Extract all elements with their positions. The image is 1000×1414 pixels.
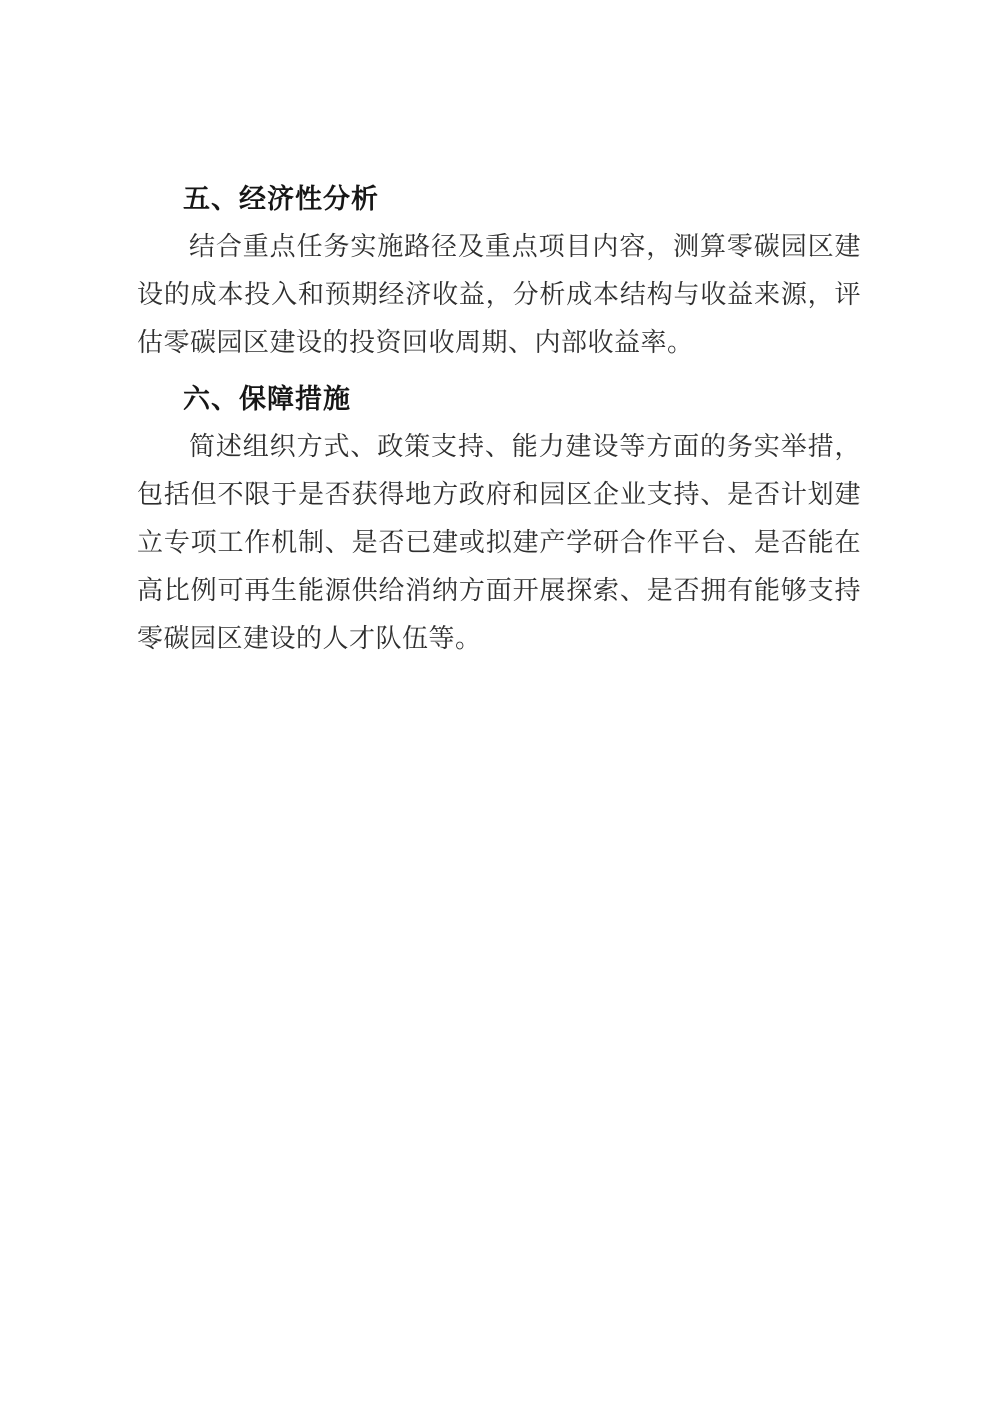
section-paragraph-economic-analysis: 结合重点任务实施路径及重点项目内容，测算零碳园区建设的成本投入和预期经济收益，分析成本结构与收益来源，评估零碳园区建设的投资回收周期、内部收益率。 <box>137 232 861 357</box>
section-safeguard-measures <box>137 375 861 663</box>
section-heading-economic-analysis: 五、经济性分析 <box>183 184 379 214</box>
section-heading-safeguard-measures: 六、保障措施 <box>183 384 351 414</box>
section-paragraph-safeguard-measures: 简述组织方式、政策支持、能力建设等方面的务实举措，包括但不限于是否获得地方政府和园区企业支持、是否计划建立专项工作机制、是否已建或拟建产学研合作平台、是否能在高比例可再生能源供给消纳方面开展探索、是否拥有能够支持零碳园区建设的人才队伍等。 <box>137 432 861 653</box>
section-economic-analysis <box>137 175 861 367</box>
